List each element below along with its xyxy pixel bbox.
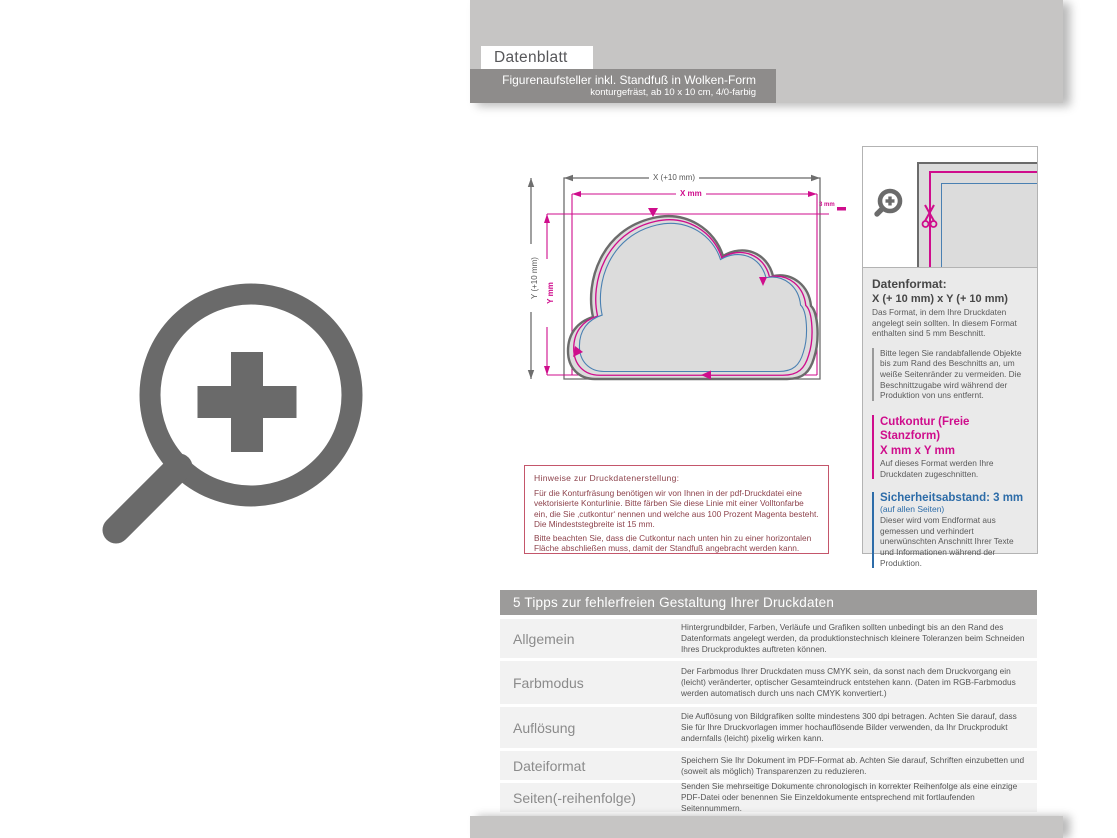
cutkontur-text: Auf dieses Format werden Ihre Druckdaten zugeschnitten. <box>880 458 994 479</box>
cut-line-horizontal <box>929 171 1037 173</box>
tip-label: Dateiformat <box>513 757 586 774</box>
note-paragraph-1: Für die Konturfräsung benötigen wir von Ihnen in der pdf-Druckdatei eine vektorisierte Konturlinie. Bitte färben Sie diese Linie mit einer Volltonfarbe ein, die Sie ‚cutkontur‘ nennen und welche aus 100 Prozent Magenta besteht. Die Mindeststegbreite ist 15 mm. <box>534 488 819 529</box>
tip-text: Der Farbmodus Ihrer Druckdaten muss CMYK sein, da sonst nach dem Druckvorgang ein (leicht) veränderter, optischer Gesamteindruck entstehen kann. (Daten im RGB-Farbmodus werden automatisch durch uns nach CMYK konvertiert.) <box>681 666 1016 698</box>
tip-text: Speichern Sie Ihr Dokument im PDF-Format ab. Achten Sie darauf, Schriften einzubetten und (soweit als möglich) Transparenzen zu reduzieren. <box>681 754 1025 776</box>
safety-line-vertical <box>941 183 942 267</box>
product-banner <box>470 69 776 103</box>
dim-label-y-outer: Y (+10 mm) <box>530 244 540 312</box>
tip-label: Farbmodus <box>513 674 584 691</box>
tip-text: Senden Sie mehrseitige Dokumente chronologisch in korrekter Reihenfolge als eine einzige PDF-Datei oder benennen Sie Einzeldokumente entsprechend mit fortlaufenden Seitennummern. <box>681 781 1018 813</box>
datenblatt-label-band <box>481 46 593 69</box>
safety-line-horizontal <box>941 183 1037 184</box>
footer-gray-bar <box>470 816 1063 838</box>
dim-label-x-outer: X (+10 mm) <box>649 173 699 183</box>
safety-subtitle: (auf allen Seiten) <box>880 504 945 515</box>
tip-text: Hintergrundbilder, Farben, Verläufe und Grafiken sollten unbedingt bis an den Rand des Datenformats angelegt werden, da produktionstechnisch kleinere Toleranzen beim Schneiden Ihres Druckproduktes auftreten können. <box>681 622 1025 654</box>
bleed-note: Bitte legen Sie randabfallende Objekte bis zum Rand des Beschnitts an, um weiße Seitenränder zu vermeiden. Die Beschnittzugabe wird während der Produktion von uns entfernt. <box>880 347 1022 401</box>
tip-label: Seiten(-reihenfolge) <box>513 789 636 806</box>
format-info-panel <box>862 268 1038 568</box>
note-title: Hinweise zur Druckdatenerstellung: <box>534 473 680 483</box>
safety-title: Sicherheitsabstand: 3 mm <box>880 492 1024 505</box>
datenformat-title: Datenformat: <box>872 277 947 291</box>
datenformat-dims: X (+ 10 mm) x Y (+ 10 mm) <box>872 293 1008 305</box>
dim-label-y-inner: Y mm <box>546 259 556 327</box>
note-paragraph-2: Bitte beachten Sie, dass die Cutkontur nach unten hin zu einer horizontalen Fläche abschließen muss, damit der Standfuß angebracht werden kann. <box>534 533 812 554</box>
zoom-plus-icon-small <box>873 187 909 231</box>
scissors-icon <box>921 204 938 230</box>
tip-row-dateiformat <box>500 751 1037 780</box>
datenformat-text: Das Format, in dem Ihre Druckdaten angelegt sein sollten. In diesem Format enthalten sind 5 mm Beschnitt. <box>872 307 1017 339</box>
cutkontur-dims: X mm x Y mm <box>880 444 956 457</box>
corner-detail-box <box>862 146 1038 268</box>
product-title: Figurenaufsteller inkl. Standfuß in Wolken-Form <box>502 73 756 87</box>
tip-row-aufloesung <box>500 707 1037 748</box>
product-subtitle: konturgefräst, ab 10 x 10 cm, 4/0-farbig <box>590 87 756 98</box>
tip-label: Auflösung <box>513 719 576 736</box>
zoom-plus-icon <box>100 280 380 560</box>
page-title: Datenblatt <box>494 48 568 66</box>
tip-text: Die Auflösung von Bildgrafiken sollte mindestens 300 dpi betragen. Achten Sie darauf, dass Sie für Ihre Druckvorlagen immer hochauflösende Bilder verwenden, da Ihr Druckprodukt andernfalls (leicht) pixelig wirken kann. <box>681 711 1017 743</box>
print-data-note-box <box>524 465 829 554</box>
format-corner-sample <box>917 162 1037 267</box>
safety-text: Dieser wird vom Endformat aus gemessen und verhindert unerwünschten Anschnitt Ihrer Texte und Informationen während der Produktion. <box>880 515 1014 568</box>
tips-header: 5 Tipps zur fehlerfreien Gestaltung Ihrer Druckdaten <box>500 590 1037 615</box>
cutkontur-title: Cutkontur (Freie Stanzform) <box>880 415 970 443</box>
dim-label-x-inner: X mm <box>676 189 706 199</box>
dim-label-safety-gap: 3 mm <box>819 202 835 208</box>
tips-section <box>500 590 1037 815</box>
tip-row-farbmodus <box>500 661 1037 704</box>
tip-row-allgemein <box>500 619 1037 658</box>
format-diagram <box>515 160 860 390</box>
tip-row-seitenreihenfolge <box>500 783 1037 812</box>
tip-label: Allgemein <box>513 630 575 647</box>
